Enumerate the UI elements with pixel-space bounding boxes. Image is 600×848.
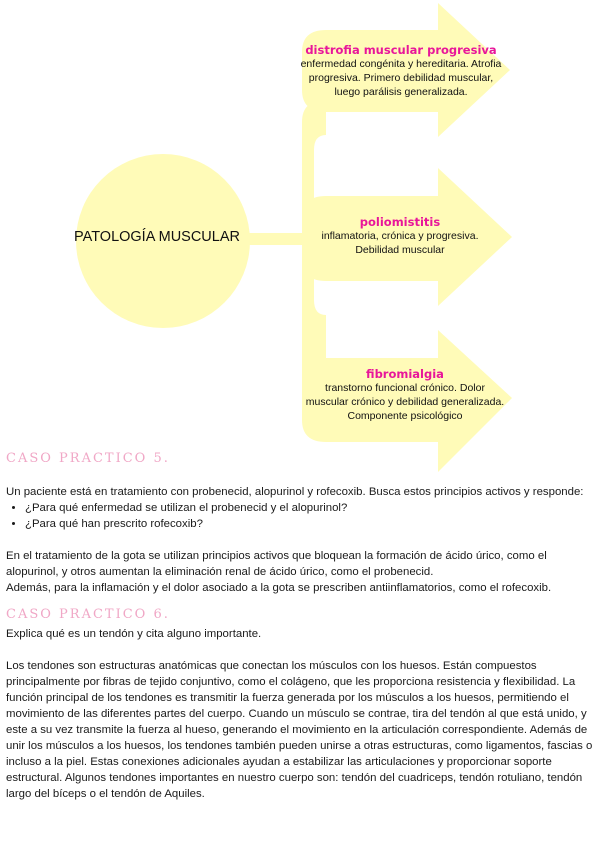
branch-fibromialgia (305, 367, 505, 423)
spacer (6, 642, 594, 658)
caso6-heading: CASO PRACTICO 6. (6, 607, 170, 622)
center-connector (245, 233, 305, 245)
spacer (6, 532, 594, 548)
branch-text: enfermedad congénita y hereditaria. Atrofia progresiva. Primero debilidad muscular, luego parálisis generalizada. (300, 58, 502, 98)
branch-text: inflamatoria, crónica y progresiva. Debilidad muscular (321, 230, 479, 256)
caso5-prompt: Un paciente está en tratamiento con probenecid, alopurinol y rofecoxib. Busca estos principios activos y responde: (6, 486, 584, 498)
caso5-question: • ¿Para qué han prescrito rofecoxib? (25, 516, 594, 532)
branch-title: fibromialgia (366, 367, 444, 381)
branch-distrofia (300, 43, 502, 99)
caso5-heading: CASO PRACTICO 5. (6, 451, 170, 466)
caso6-answer: Los tendones son estructuras anatómicas que conectan los músculos con los huesos. Están compuestos principalmente por fibras de tejido conjuntivo, como el colágeno, que les proporciona resistencia y flexibilidad. La función principal de los tendones es transmitir la fuerza generada por los músculos a los huesos, permitiendo el movimiento de las diferentes partes del cuerpo. Cuando un músculo se contrae, tira del tendón al que está unido, y este a su vez transmite la fuerza al hueso, generando el movimiento en la articulación correspondiente. Además de unir los músculos a los huesos, los tendones también pueden unirse a otras estructuras, como ligamentos, fascias o incluso a la piel. Estas conexiones adicionales ayudan a estabilizar las articulaciones y proporcionar soporte estructural. Algunos tendones importantes en nuestro cuerpo son: tendón del cuadriceps, tendón rotuliano, tendón largo del bíceps o el tendón de Aquiles. (6, 660, 593, 800)
caso5-body (6, 484, 594, 596)
caso5-answer-2: Además, para la inflamación y el dolor asociado a la gota se prescriben antiinflamatorios, como el rofecoxib. (6, 582, 552, 594)
caso6-body (6, 626, 594, 802)
center-label: PATOLOGÍA MUSCULAR (74, 229, 240, 245)
caso5-questions (6, 500, 594, 532)
branch-text: transtorno funcional crónico. Dolor muscular crónico y debilidad generalizada. Componente psicológico (305, 382, 505, 422)
branch-poliomistitis (305, 215, 495, 257)
branch-title: poliomistitis (359, 215, 441, 229)
caso6-prompt: Explica qué es un tendón y cita alguno importante. (6, 628, 262, 640)
caso5-answer-1: En el tratamiento de la gota se utilizan principios activos que bloquean la formación de ácido úrico, como el alopurinol, y otros aumentan la eliminación renal de ácido úrico, como el probenecid. (6, 550, 547, 578)
caso5-question: • ¿Para qué enfermedad se utilizan el probenecid y el alopurinol? (25, 500, 594, 516)
branch-title: distrofia muscular progresiva (305, 43, 497, 57)
